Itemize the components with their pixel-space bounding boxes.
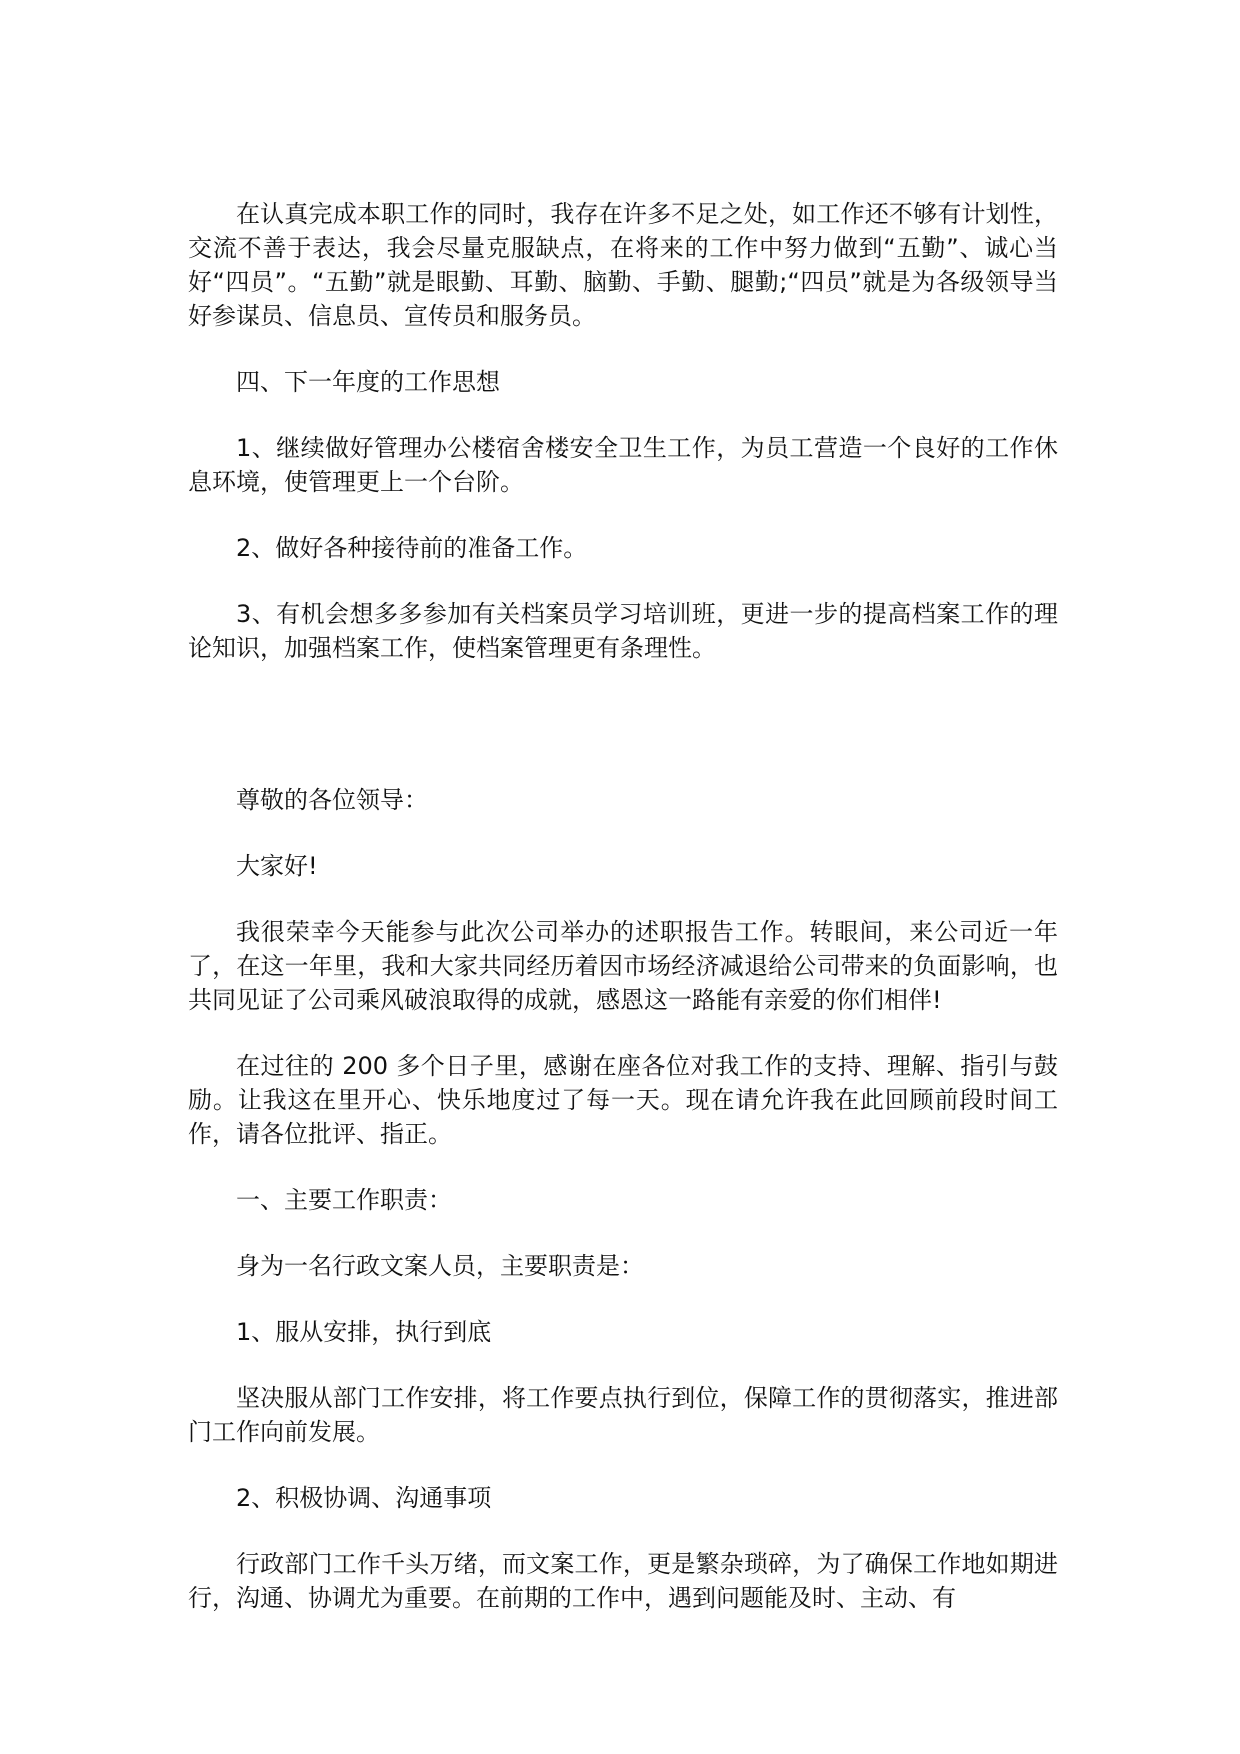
heading-next-year-plan: 四、下一年度的工作思想 [236, 368, 500, 396]
document-body [188, 197, 1058, 1615]
paragraph-duties-intro: 身为一名行政文案人员，主要职责是： [236, 1252, 644, 1280]
paragraph-plan-item-1: 1、继续做好管理办公楼宿舍楼安全卫生工作，为员工营造一个良好的工作休息环境，使管理更上一个台阶。 [188, 434, 1058, 496]
paragraph-shortcomings: 在认真完成本职工作的同时，我存在许多不足之处，如工作还不够有计划性，交流不善于表达，我会尽量克服缺点，在将来的工作中努力做到“五勤”、诚心当好“四员”。“五勤”就是眼勤、耳勤、脑勤、手勤、腿勤;“四员”就是为各级领导当好参谋员、信息员、宣传员和服务员。 [188, 200, 1058, 330]
paragraph-plan-item-3: 3、有机会想多多参加有关档案员学习培训班，更进一步的提高档案工作的理论知识，加强档案工作，使档案管理更有条理性。 [188, 600, 1058, 662]
paragraph-duty-1: 坚决服从部门工作安排，将工作要点执行到位，保障工作的贯彻落实，推进部门工作向前发展。 [188, 1384, 1058, 1446]
heading-main-duties: 一、主要工作职责： [236, 1186, 452, 1214]
heading-duty-1: 1、服从安排，执行到底 [236, 1318, 492, 1346]
paragraph-thanks: 在过往的 200 多个日子里，感谢在座各位对我工作的支持、理解、指引与鼓励。让我这在里开心、快乐地度过了每一天。现在请允许我在此回顾前段时间工作，请各位批评、指正。 [188, 1052, 1058, 1148]
heading-duty-2: 2、积极协调、沟通事项 [236, 1484, 492, 1512]
salutation: 尊敬的各位领导： [236, 786, 428, 814]
paragraph-intro: 我很荣幸今天能参与此次公司举办的述职报告工作。转眼间，来公司近一年了，在这一年里，我和大家共同经历着因市场经济减退给公司带来的负面影响，也共同见证了公司乘风破浪取得的成就，感恩这一路能有亲爱的你们相伴! [188, 918, 1058, 1014]
greeting: 大家好! [236, 852, 318, 880]
paragraph-duty-2: 行政部门工作千头万绪，而文案工作，更是繁杂琐碎，为了确保工作地如期进行，沟通、协调尤为重要。在前期的工作中，遇到问题能及时、主动、有 [188, 1550, 1058, 1612]
paragraph-plan-item-2: 2、做好各种接待前的准备工作。 [236, 534, 588, 562]
